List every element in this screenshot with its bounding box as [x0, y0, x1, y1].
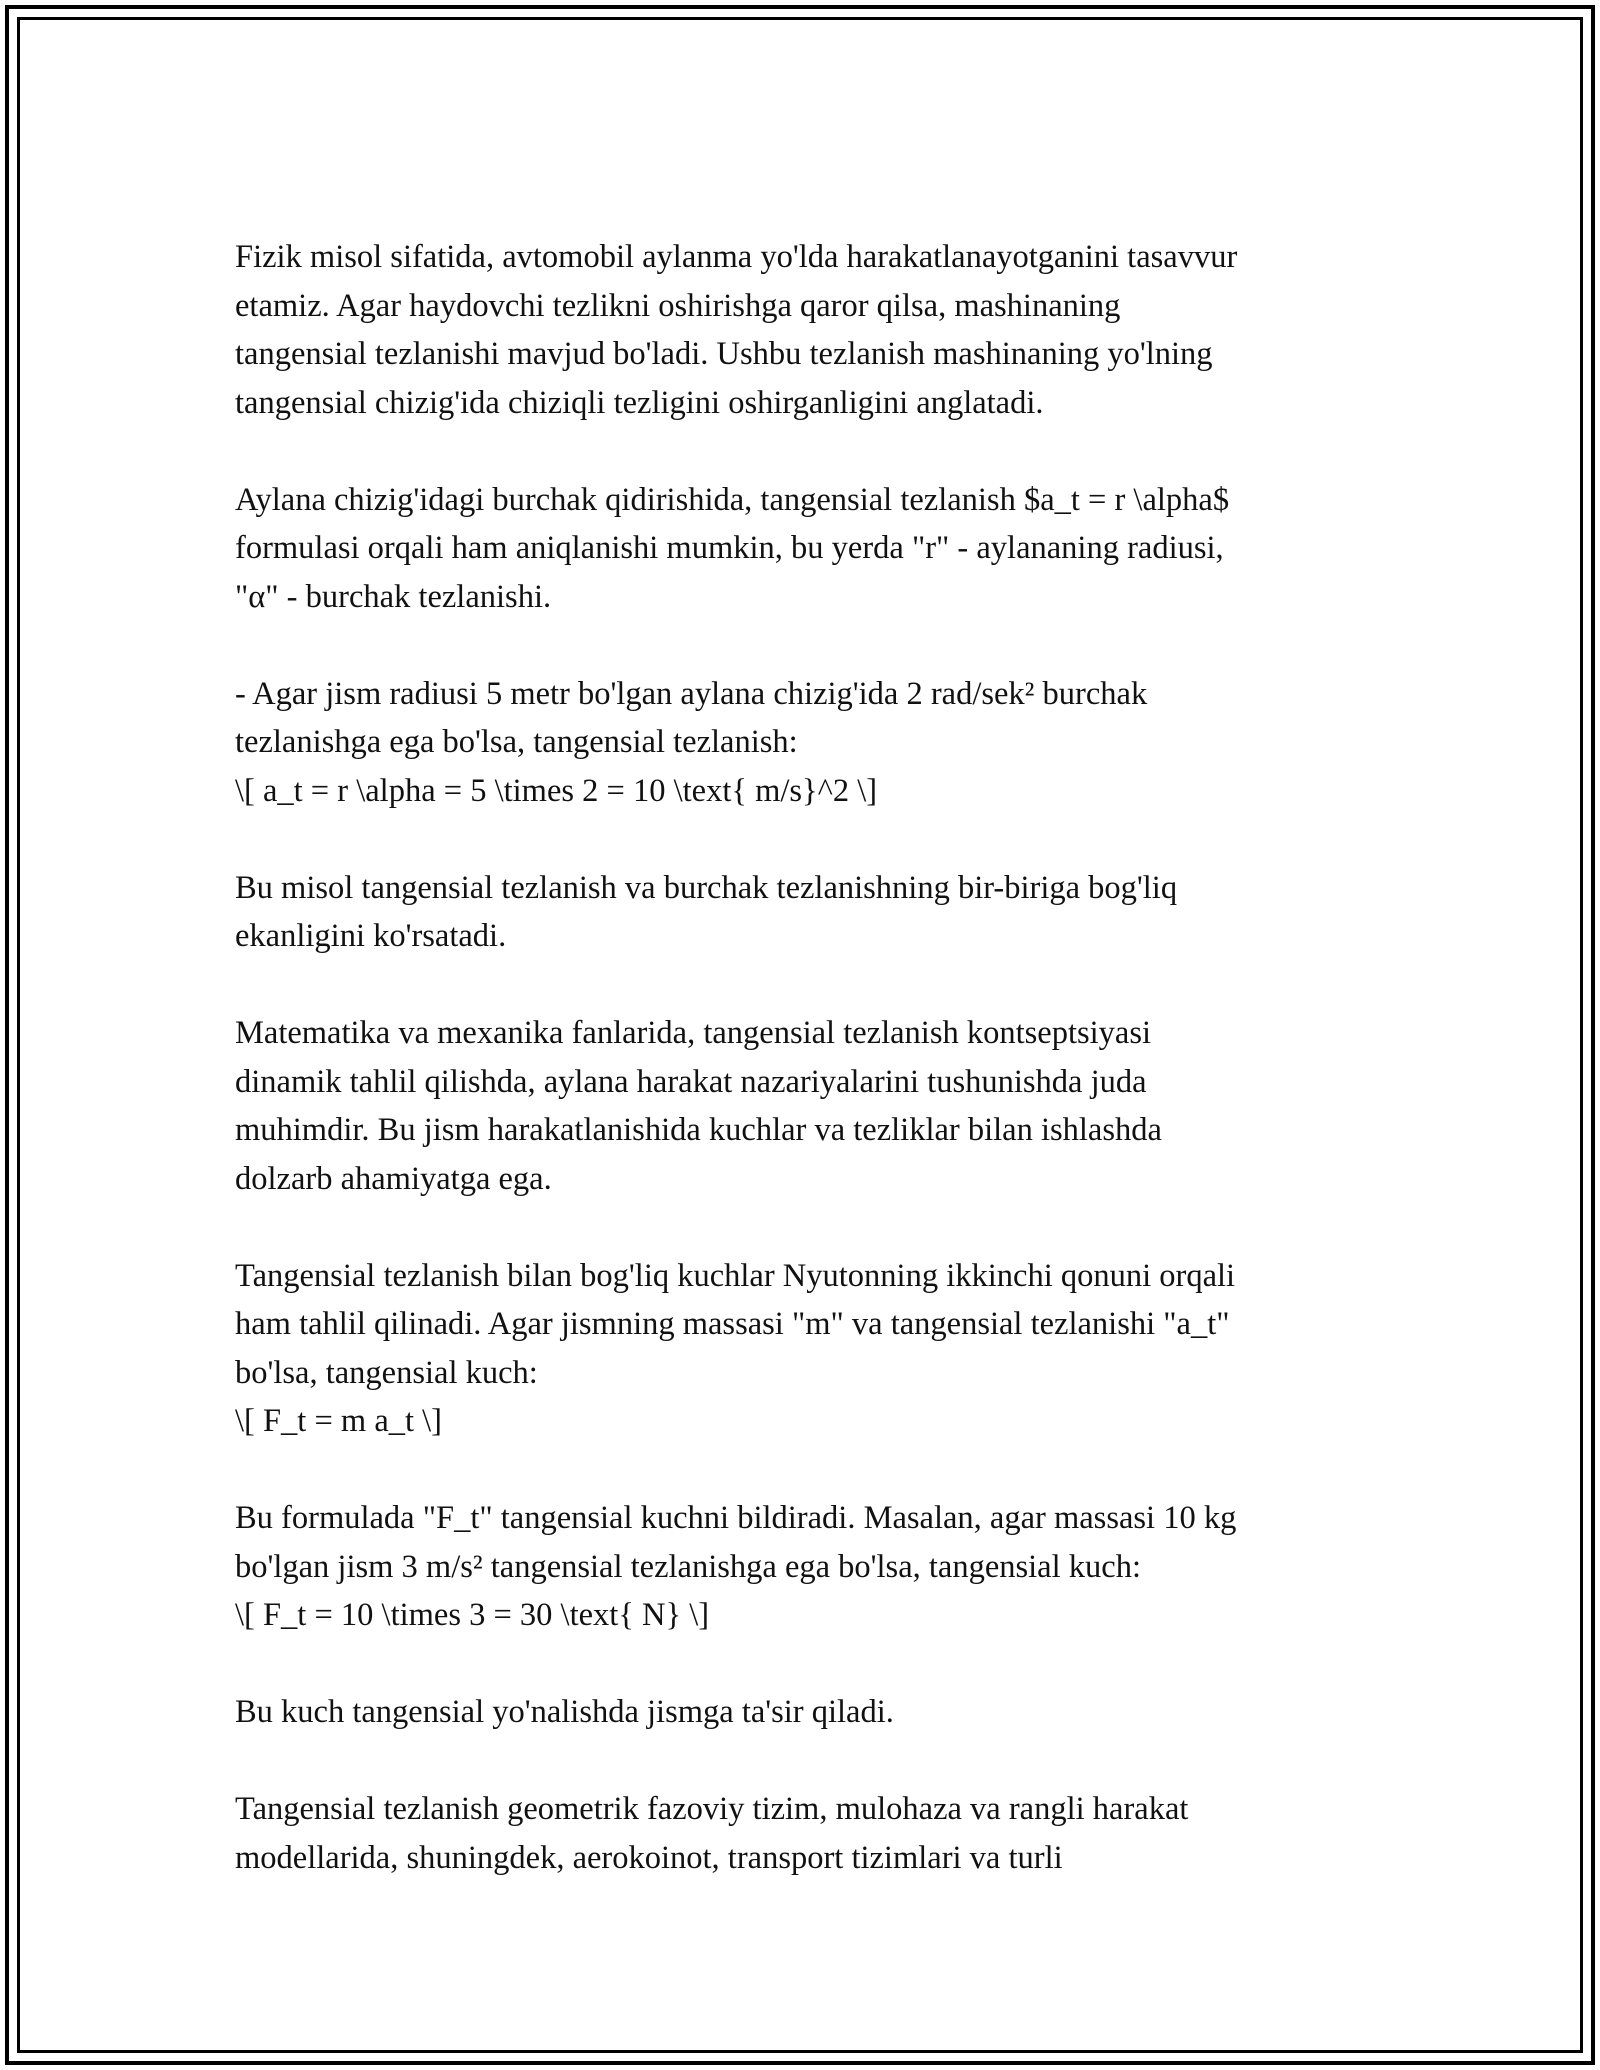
paragraph-relation: Bu misol tangensial tezlanish va burchak tezlanishning bir-biriga bog'liq ekanligini ko'rsatadi. [235, 869, 1178, 954]
paragraph-angular-formula: Aylana chizig'idagi burchak qidirishida, tangensial tezlanish $a_t = r \alpha$ formulasi orqali ham aniqlanishi mumkin, bu yerda "r" - aylananing radiusi, "α" - burchak tezlanishi. [235, 481, 1230, 615]
paragraph-car-example: Fizik misol sifatida, avtomobil aylanma yo'lda harakatlanayotganini tasavvur etamiz. Agar haydovchi tezlikni oshirishga qaror qilsa, mashinaning tangensial tezlanishi mavjud bo'ladi. Ushbu tezlanish mashinaning yo'lning tangensial chizig'ida chiziqli tezligini oshirganligini anglatadi. [235, 239, 1238, 421]
document-body [235, 233, 1385, 1931]
paragraph-radius-example: - Agar jism radiusi 5 metr bo'lgan aylana chizig'ida 2 rad/sek² burchak tezlanishga ega bo'lsa, tangensial tezlanish: \[ a_t = r \alpha = 5 \times 2 = 10 \text{ m/s}^2 \] [235, 675, 1148, 809]
paragraph-mechanics: Matematika va mexanika fanlarida, tangensial tezlanish kontseptsiyasi dinamik tahlil qilishda, aylana harakat nazariyalarini tushunishda juda muhimdir. Bu jism harakatlanishida kuchlar va tezliklar bilan ishlashda dolzarb ahamiyatga ega. [235, 1015, 1162, 1197]
paragraph-force-example: Bu formulada "F_t" tangensial kuchni bildiradi. Masalan, agar massasi 10 kg bo'lgan jism 3 m/s² tangensial tezlanishga ega bo'lsa, tangensial kuch: \[ F_t = 10 \times 3 = 30 \text{ N} \] [235, 1500, 1237, 1633]
paragraph-force-direction: Bu kuch tangensial yo'nalishda jismga ta'sir qiladi. [235, 1694, 894, 1730]
paragraph-applications: Tangensial tezlanish geometrik fazoviy tizim, mulohaza va rangli harakat modellarida, shuningdek, aerokoinot, transport tizimlari va turli [235, 1791, 1189, 1876]
paragraph-newton-law: Tangensial tezlanish bilan bog'liq kuchlar Nyutonning ikkinchi qonuni orqali ham tahlil qilinadi. Agar jismning massasi "m" va tangensial tezlanishi "a_t" bo'lsa, tangensial kuch: \[ F_t = m a_t \] [235, 1257, 1236, 1439]
